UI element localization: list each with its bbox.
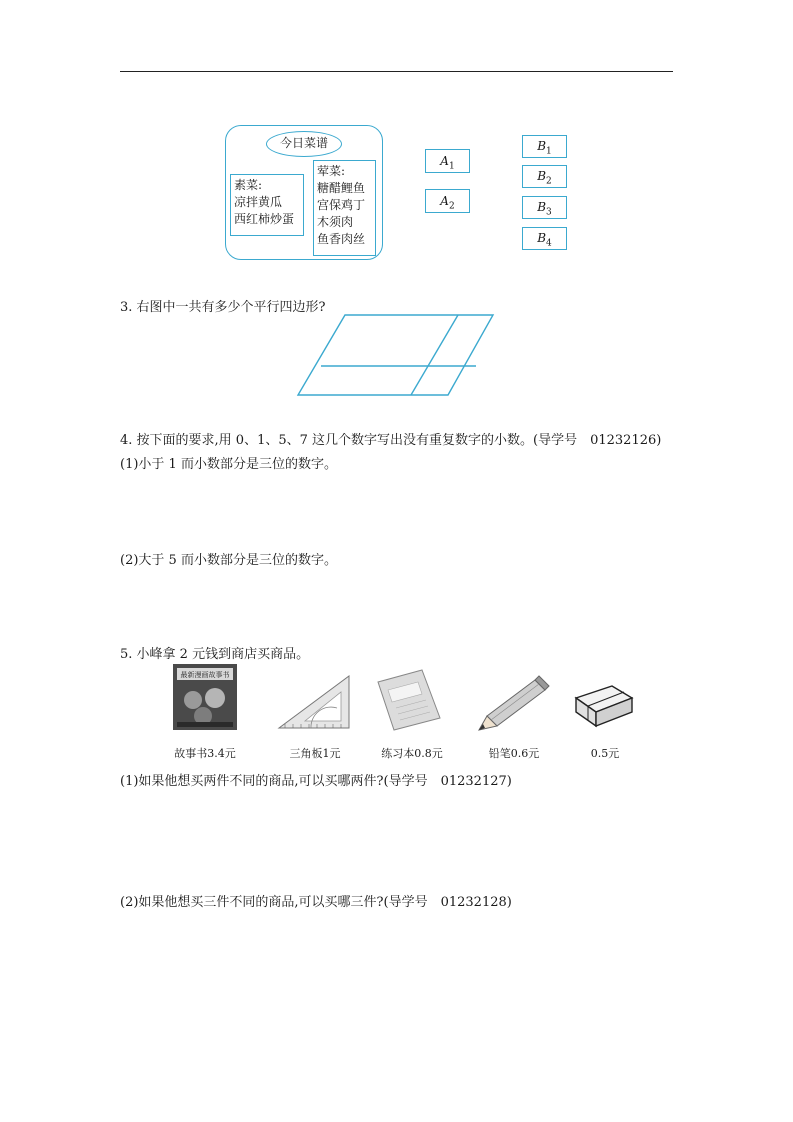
cell-b3: $B_3$ — [522, 196, 567, 219]
item-label-notebook: 练习本0.8元 — [381, 747, 443, 760]
meat-item: 木须肉 — [317, 215, 354, 229]
question-5-part-2: (2)如果他想买三件不同的商品,可以买哪三件?(导学号 01232128) — [120, 895, 512, 910]
parallelogram-figure — [0, 0, 793, 420]
slant-divider — [411, 315, 458, 395]
eraser-icon — [572, 680, 636, 730]
storybook-icon — [165, 662, 245, 732]
cell-b1: $B_1$ — [522, 135, 567, 158]
item-label-eraser: 0.5元 — [590, 747, 620, 760]
menu-title: 今日菜谱 — [266, 131, 342, 157]
set-square-icon — [275, 672, 355, 732]
item-label-set-square: 三角板1元 — [289, 747, 341, 760]
question-4: 4. 按下面的要求,用 0、1、5、7 这几个数字写出没有重复数字的小数。(导学号 01232126) — [120, 433, 662, 448]
meat-heading: 荤菜: — [317, 164, 346, 178]
item-label-storybook: 故事书3.4元 — [174, 747, 236, 760]
question-5: 5. 小峰拿 2 元钱到商店买商品。 — [120, 647, 310, 662]
cell-a1: $A_1$ — [425, 149, 470, 173]
veg-heading: 素菜: — [234, 178, 263, 192]
notebook-icon — [374, 668, 444, 732]
parallelogram-outer — [298, 315, 493, 395]
item-label-pencil: 铅笔0.6元 — [488, 747, 540, 760]
question-4-part-2: (2)大于 5 而小数部分是三位的数字。 — [120, 553, 337, 568]
veg-item: 凉拌黄瓜 — [234, 195, 283, 209]
cell-a2: $A_2$ — [425, 189, 470, 213]
question-3: 3. 右图中一共有多少个平行四边形? — [120, 300, 326, 315]
pencil-icon — [473, 672, 553, 732]
meat-item: 鱼香肉丝 — [317, 232, 366, 246]
cell-b2: $B_2$ — [522, 165, 567, 188]
question-4-part-1: (1)小于 1 而小数部分是三位的数字。 — [120, 457, 337, 472]
question-5-part-1: (1)如果他想买两件不同的商品,可以买哪两件?(导学号 01232127) — [120, 774, 512, 789]
book-cover-title: 最新漫画故事书 — [180, 671, 230, 679]
veg-item: 西红柿炒蛋 — [234, 212, 295, 226]
meat-item: 宫保鸡丁 — [317, 198, 366, 212]
cell-b4: $B_4$ — [522, 227, 567, 250]
meat-item: 糖醋鲤鱼 — [317, 181, 366, 195]
